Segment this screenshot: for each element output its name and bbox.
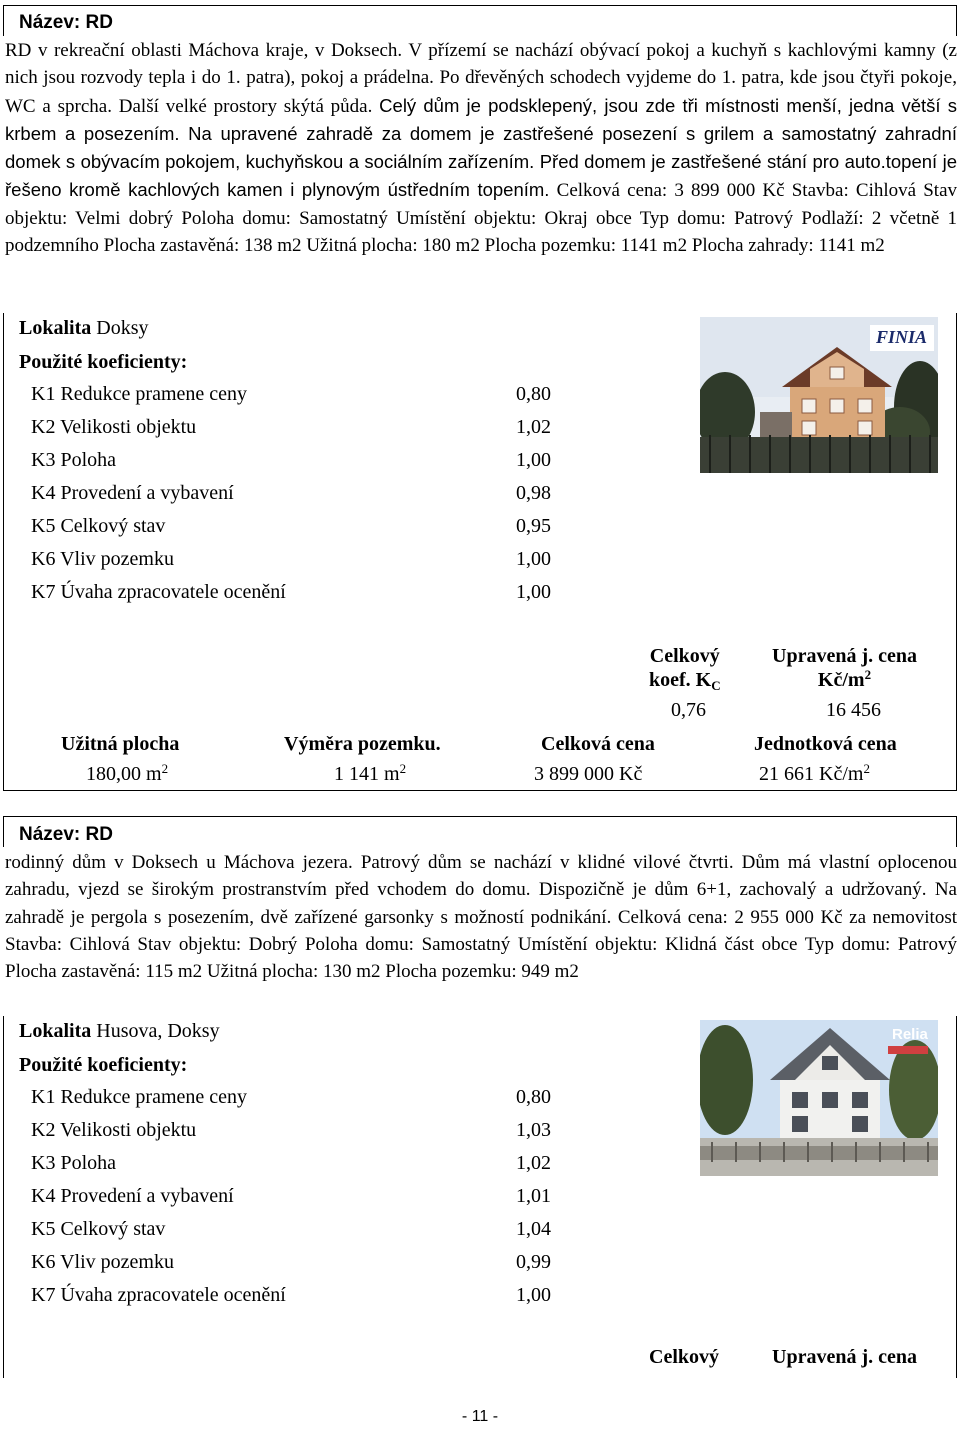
listing1-valuation-box — [3, 313, 957, 791]
coef-value: 1,00 — [516, 1284, 551, 1306]
celkovy-koef-value: 0,76 — [671, 699, 706, 721]
superscript: 2 — [864, 667, 872, 682]
superscript: 2 — [863, 761, 870, 776]
coef-label: K5 Celkový stav — [31, 1218, 166, 1240]
coef-value: 0,98 — [516, 482, 551, 504]
koef-label — [649, 669, 721, 692]
upravena-cena-header: Upravená j. cena — [772, 1346, 917, 1368]
listing2-header — [3, 816, 957, 847]
upravena-cena-header — [772, 645, 917, 692]
jednotkova-text: 21 661 Kč/m — [759, 763, 864, 785]
coef-label: K7 Úvaha zpracovatele ocenění — [31, 1284, 286, 1306]
uzitna-text: 180,00 m — [86, 763, 162, 785]
listing2-title: Název: RD — [19, 824, 113, 845]
coef-label: K3 Poloha — [31, 449, 116, 471]
coef-label: K3 Poloha — [31, 1152, 116, 1174]
coef-label: K4 Provedení a vybavení — [31, 1185, 234, 1207]
coef-label: K1 Redukce pramene ceny — [31, 383, 248, 405]
listing1-lokalita — [19, 317, 148, 340]
coef-value: 1,00 — [516, 581, 551, 603]
coef-value: 0,99 — [516, 1251, 551, 1273]
vymera-text: 1 141 m — [334, 763, 400, 785]
lokalita-value: Doksy — [96, 317, 149, 339]
celkovy-label: Celkový — [649, 645, 720, 667]
coef-value: 0,80 — [516, 1086, 551, 1108]
jednotkova-cena-header: Jednotková cena — [754, 733, 897, 755]
listing2-lokalita — [19, 1020, 220, 1043]
superscript: 2 — [161, 761, 169, 776]
celkova-cena-value: 3 899 000 Kč — [534, 763, 643, 785]
photo-logo: Relia — [892, 1026, 928, 1043]
coef-label: K4 Provedení a vybavení — [31, 482, 234, 504]
listing1-desc-part1: RD v rekreační oblasti Máchova kraje, v Doksech. V přízemí se nachází obývací pokoj a kuchyň s kachlovými kamny (z nich jsou rozvody tepla i do 1. patra), pokoj a prádelna. Po dřevěných schodech vyjdeme do 1. patra, kde jsou čtyři pokoje, WC a sprcha. Další velké prostory skýtá půda. — [5, 40, 957, 117]
vymera-value — [334, 763, 406, 786]
coef-label: K6 Vliv pozemku — [31, 1251, 174, 1273]
uzitna-plocha-header: Užitná plocha — [61, 733, 180, 755]
upravena-cena-value: 16 456 — [826, 699, 881, 721]
coef-value: 0,95 — [516, 515, 551, 537]
celkovy-koef-header — [649, 645, 721, 692]
jednotkova-cena-value — [759, 763, 870, 786]
koef-text: koef. K — [649, 669, 712, 691]
coef-value: 1,02 — [516, 416, 551, 438]
coef-value: 1,00 — [516, 449, 551, 471]
coef-value: 1,02 — [516, 1152, 551, 1174]
house-photo — [700, 1020, 938, 1176]
listing1-desc-part2: Celý dům je podsklepený, jsou zde tři místnosti menší, jedna větší s krbem a posezením. Na upravené zahradě za domem je zastřešené posezení s grilem a samostatný zahradní domek s obývacím pokojem, kuchyňskou a sociálním zařízením. Před domem je zastřešené stání pro auto.topení je řešeno kromě kachlových kamen i plynovým ústředním topením. — [5, 94, 957, 201]
koef-subscript: C — [711, 678, 721, 693]
photo-logo: FINIA — [876, 327, 928, 347]
celkovy-koef-header: Celkový — [649, 1346, 719, 1368]
coef-label: K2 Velikosti objektu — [31, 416, 197, 438]
listing2-description: rodinný dům v Doksech u Máchova jezera. Patrový dům se nachází v klidné vilové čtvrti. Dům má vlastní oplocenou zahradu, vjezd se širokým prostranstvím před vchodem do domu. Dispozičně je dům 6+1, zachovalý a udržovaný. Na zahradě je pergola s posezením, dvě zařízené garsonky s možností podnikání. Celková cena: 2 955 000 Kč za nemovitost Stavba: Cihlová Stav objektu: Dobrý Poloha domu: Samostatný Umístění objektu: Klidná část obce Typ domu: Patrový Plocha zastavěná: 115 m2 Užitná plocha: 130 m2 Plocha pozemku: 949 m2 — [5, 852, 957, 983]
listing1-desc-part3: Celková cena: 3 899 000 Kč Stavba: Cihlová Stav objektu: Velmi dobrý Poloha domu: Samostatný Umístění objektu: Okraj obce Typ domu: Patrový Podlaží: 2 včetně 1 podzemního Plocha zastavěná: 138 m2 Užitná plocha: 180 m2 Plocha pozemku: 1141 m2 Plocha zahrady: 1141 m2 — [5, 180, 958, 257]
coef-value: 1,04 — [516, 1218, 551, 1240]
listing1-header — [3, 5, 957, 36]
coef-value: 0,80 — [516, 383, 551, 405]
uzitna-plocha-value — [86, 763, 168, 786]
coef-value: 1,01 — [516, 1185, 551, 1207]
coef-label: K6 Vliv pozemku — [31, 548, 174, 570]
listing2-valuation-box — [3, 1016, 957, 1378]
coef-value: 1,00 — [516, 548, 551, 570]
superscript: 2 — [399, 761, 407, 776]
celkova-cena-header: Celková cena — [541, 733, 655, 755]
vymera-header: Výměra pozemku. — [284, 733, 441, 755]
house-photo — [700, 317, 938, 473]
coef-label: K5 Celkový stav — [31, 515, 166, 537]
listing1-title: Název: RD — [19, 12, 113, 33]
kc-m-label — [772, 669, 917, 692]
lokalita-label: Lokalita — [19, 1020, 92, 1042]
coef-heading: Použité koeficienty: — [19, 1054, 188, 1076]
coef-value: 1,03 — [516, 1119, 551, 1141]
coef-heading: Použité koeficienty: — [19, 351, 188, 373]
coef-label: K1 Redukce pramene ceny — [31, 1086, 248, 1108]
coef-label: K7 Úvaha zpracovatele ocenění — [31, 581, 286, 603]
kc-m-text: Kč/m — [817, 669, 865, 691]
page-number: - 11 - — [461, 1408, 499, 1425]
lokalita-label: Lokalita — [19, 317, 92, 339]
coef-label: K2 Velikosti objektu — [31, 1119, 197, 1141]
listing1-description — [5, 37, 957, 259]
lokalita-value: Husova, Doksy — [96, 1020, 220, 1042]
upravena-label: Upravená j. cena — [772, 645, 917, 667]
